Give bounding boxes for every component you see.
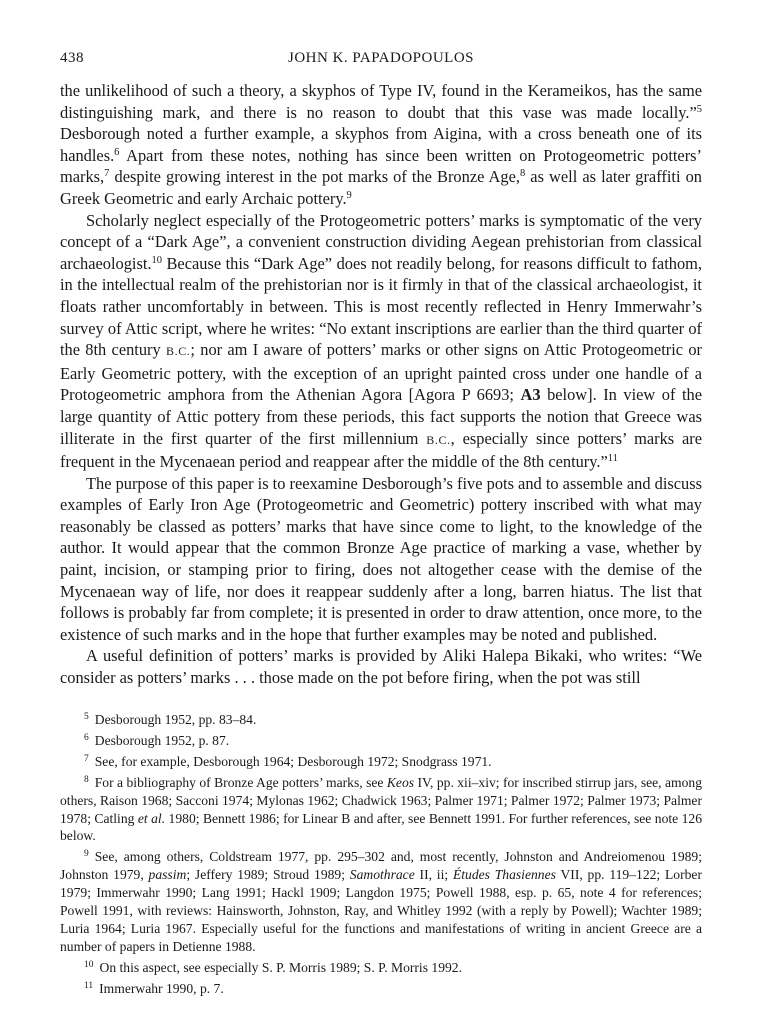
italic-title: Études Thasiennes <box>452 867 556 883</box>
footnote-text: On this aspect, see especially S. P. Morris 1989; S. P. Morris 1992. <box>99 959 462 975</box>
italic-text: et al. <box>137 810 166 826</box>
footnote-text: II, ii; <box>414 867 453 883</box>
text-run: Apart from these notes, nothing has since been written on Protogeometric potters’ marks, <box>60 145 702 187</box>
footnote-text: ; Jeffery 1989; Stroud 1989; <box>186 867 350 883</box>
footnote-ref[interactable]: 9 <box>346 189 352 201</box>
footnote-5 <box>60 711 702 729</box>
paragraph-3: The purpose of this paper is to reexamine Desborough’s five pots and to assemble and discuss examples of Early Iron Age (Protogeometric and Geometric) pottery inscribed with what may reasonably be classed as potters’ marks that have since come to light, to the knowledge of the author. It would appear that the common Bronze Age practice of marking a vase, whether by paint, incision, or stamping prior to firing, does not altogether cease with the demise of the Mycenaean way of life, nor does it reappear suddenly after a long, barren hiatus. The list that follows is probably far from complete; it is presented in order to draw attention, once more, to the existence of such marks and in the hope that further examples may be noted and published. <box>60 473 702 644</box>
footnote-text: Desborough 1952, p. 87. <box>94 732 230 748</box>
footnotes <box>60 711 702 1001</box>
text-run: Scholarly neglect especially of the Protogeometric potters’ marks is symptomatic of the very concept of a “Dark Age”, a convenient construction dividing Aegean prehistorian from classical archaeologist. <box>60 210 702 273</box>
footnote-number: 11 <box>84 980 94 991</box>
footnote-number: 8 <box>84 774 89 785</box>
italic-text: passim <box>148 867 187 883</box>
footnote-text: Immerwahr 1990, p. 7. <box>99 980 224 996</box>
footnote-text: See, among others, Coldstream 1977, pp. 295–302 and, most recently, Johnston and Andreiomenou 1989; Johnston 1979, <box>60 849 702 883</box>
footnote-11 <box>60 980 702 998</box>
footnote-ref[interactable]: 10 <box>151 254 162 266</box>
italic-title: Samothrace <box>349 867 415 883</box>
footnote-text: 1980; Bennett 1986; for Linear B and after, see Bennett 1991. For further references, see note 126 below. <box>60 810 703 844</box>
text-run: the unlikelihood of such a theory, a skyphos of Type IV, found in the Kerameikos, has the same distinguishing mark, and there is no reason to doubt that this vase was made locally.” <box>60 81 702 122</box>
footnote-text: IV, pp. xii–xiv; for inscribed stirrup jars, see, among others, Raison 1968; Sacconi 1974; Mylonas 1962; Chadwick 1963; Palmer 1971; Palmer 1972; Palmer 1973; Palmer 1978; Catling <box>60 774 702 826</box>
footnote-text: VII, pp. 119–122; Lorber 1979; Immerwahr 1990; Lang 1991; Hackl 1909; Langdon 1975; Powell 1988, esp. p. 65, note 4 for references; Powell 1991, with reviews: Hainsworth, Johnston, Ray, and Whitley 1992 (with a reply by Powell); Wachter 1989; Luria 1964; Luria 1967. Especially useful for the functions and manifestations of writing in ancient Greece are a number of papers in Detienne 1988. <box>60 867 702 954</box>
body-text <box>60 80 702 689</box>
small-caps-bc: B.C. <box>165 344 191 359</box>
text-run: below]. In view of the large quantity of Attic pottery from these periods, this fact supports the notion that Greece was illiterate in the first quarter of the first millennium <box>60 385 702 448</box>
italic-title: Keos <box>386 774 415 790</box>
footnote-ref[interactable]: 5 <box>696 103 702 115</box>
page-number: 438 <box>60 50 84 66</box>
footnote-ref[interactable]: 7 <box>104 168 110 180</box>
footnote-9 <box>60 848 702 955</box>
footnote-6 <box>60 732 702 750</box>
paragraph-2 <box>60 210 702 473</box>
small-caps-bc: B.C. <box>426 432 451 447</box>
text-run: despite growing interest in the pot marks of the Bronze Age, <box>109 167 520 187</box>
footnote-text: See, for example, Desborough 1964; Desborough 1972; Snodgrass 1971. <box>94 753 492 769</box>
footnote-ref[interactable]: 6 <box>114 146 120 158</box>
footnote-number: 6 <box>84 732 89 743</box>
footnote-ref[interactable]: 8 <box>519 168 526 180</box>
text-run: Desborough noted a further example, a skyphos from Aigina, with a cross beneath one of its handles. <box>60 124 702 165</box>
catalogue-ref: A3 <box>520 385 541 405</box>
footnote-text: Desborough 1952, pp. 83–84. <box>94 712 257 727</box>
footnote-number: 5 <box>84 712 89 722</box>
paragraph-1 <box>60 80 702 210</box>
page-header <box>60 50 702 72</box>
footnote-text: For a bibliography of Bronze Age potters’ marks, see <box>94 774 387 790</box>
footnote-7 <box>60 753 702 771</box>
footnote-number: 10 <box>84 959 94 970</box>
footnote-number: 7 <box>84 753 89 764</box>
text-run: as well as later graffiti on Greek Geometric and early Archaic pottery. <box>60 167 702 208</box>
footnote-number: 9 <box>84 849 89 860</box>
running-head: JOHN K. PAPADOPOULOS <box>287 50 475 66</box>
paragraph-4: A useful definition of potters’ marks is provided by Aliki Halepa Bikaki, who writes: “We consider as potters’ marks . . . those made on the pot before firing, when the pot was still <box>60 646 702 688</box>
footnote-ref[interactable]: 11 <box>607 453 618 465</box>
text-run: Because this “Dark Age” does not readily belong, for reasons difficult to fathom, in the intellectual realm of the prehistorian nor is it firmly in that of the classical archaeologist, it floats rather uncomfortably in between. This is most recently reflected in Henry Immerwahr’s survey of Attic script, where he writes: “No extant inscriptions are earlier than the third quarter of the 8th century <box>60 253 702 360</box>
footnote-8 <box>60 774 702 846</box>
text-run: ; nor am I aware of potters’ marks or other signs on Attic Protogeometric or Early Geometric pottery, with the exception of an upright painted cross under one handle of a Protogeometric amphora from the Athenian Agora [Agora P 6693; <box>60 340 702 405</box>
footnote-10 <box>60 959 702 977</box>
text-run: , especially since potters’ marks are frequent in the Mycenaean period and reappear after the middle of the 8th century.” <box>60 428 702 472</box>
